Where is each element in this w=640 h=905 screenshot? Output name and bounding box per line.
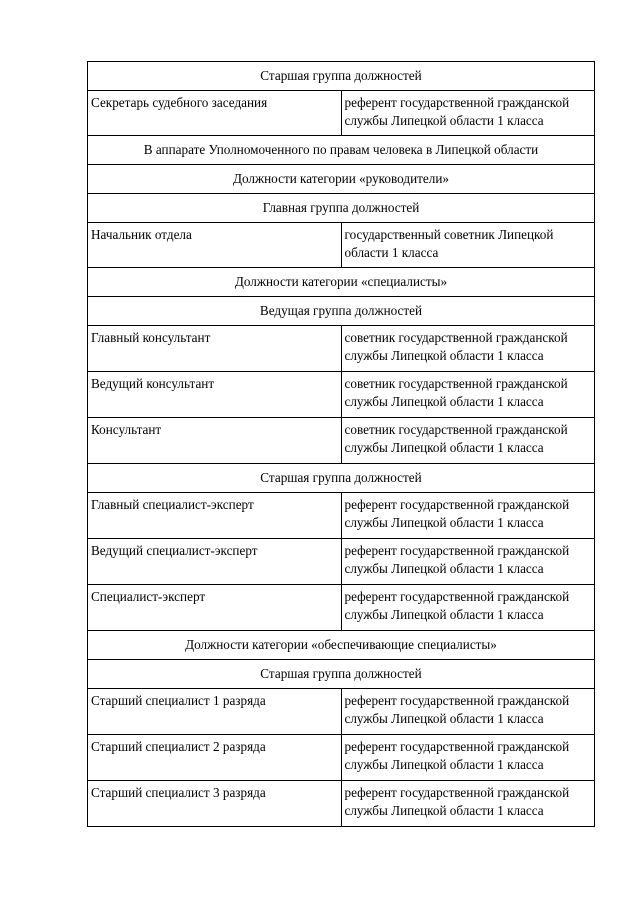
section-header: В аппарате Уполномоченного по правам человека в Липецкой области — [88, 136, 595, 165]
rank-cell: государственный советник Липецкой области 1 класса — [341, 223, 595, 268]
section-header: Должности категории «руководители» — [88, 165, 595, 194]
table-row — [88, 539, 595, 585]
position-cell: Главный консультант — [88, 326, 342, 372]
section-header: Старшая группа должностей — [88, 62, 595, 91]
rank-cell: референт государственной гражданской службы Липецкой области 1 класса — [341, 781, 595, 827]
rank-cell: референт государственной гражданской службы Липецкой области 1 класса — [341, 539, 595, 585]
section-header-row — [88, 660, 595, 689]
section-header-row — [88, 194, 595, 223]
rank-cell: референт государственной гражданской службы Липецкой области 1 класса — [341, 91, 595, 136]
table-row — [88, 585, 595, 631]
position-cell: Специалист-эксперт — [88, 585, 342, 631]
position-cell: Ведущий консультант — [88, 372, 342, 418]
section-header: Должности категории «обеспечивающие специалисты» — [88, 631, 595, 660]
rank-cell: советник государственной гражданской службы Липецкой области 1 класса — [341, 326, 595, 372]
table-row — [88, 418, 595, 464]
rank-cell: референт государственной гражданской службы Липецкой области 1 класса — [341, 585, 595, 631]
section-header: Старшая группа должностей — [88, 660, 595, 689]
section-header: Старшая группа должностей — [88, 464, 595, 493]
table-row — [88, 689, 595, 735]
rank-cell: референт государственной гражданской службы Липецкой области 1 класса — [341, 493, 595, 539]
position-cell: Старший специалист 3 разряда — [88, 781, 342, 827]
section-header-row — [88, 136, 595, 165]
rank-cell: советник государственной гражданской службы Липецкой области 1 класса — [341, 418, 595, 464]
table-row — [88, 326, 595, 372]
position-cell: Начальник отдела — [88, 223, 342, 268]
table-row — [88, 781, 595, 827]
section-header: Главная группа должностей — [88, 194, 595, 223]
rank-cell: референт государственной гражданской службы Липецкой области 1 класса — [341, 689, 595, 735]
position-cell: Главный специалист-эксперт — [88, 493, 342, 539]
section-header-row — [88, 464, 595, 493]
section-header-row — [88, 631, 595, 660]
position-cell: Старший специалист 1 разряда — [88, 689, 342, 735]
section-header-row — [88, 297, 595, 326]
table-row — [88, 735, 595, 781]
position-cell: Ведущий специалист-эксперт — [88, 539, 342, 585]
table-row — [88, 91, 595, 136]
table-row — [88, 493, 595, 539]
section-header-row — [88, 268, 595, 297]
rank-cell: референт государственной гражданской службы Липецкой области 1 класса — [341, 735, 595, 781]
table-row — [88, 372, 595, 418]
table-row — [88, 223, 595, 268]
section-header-row — [88, 165, 595, 194]
position-cell: Консультант — [88, 418, 342, 464]
section-header-row — [88, 62, 595, 91]
rank-cell: советник государственной гражданской службы Липецкой области 1 класса — [341, 372, 595, 418]
position-cell: Секретарь судебного заседания — [88, 91, 342, 136]
section-header: Должности категории «специалисты» — [88, 268, 595, 297]
document-page — [87, 61, 595, 827]
section-header: Ведущая группа должностей — [88, 297, 595, 326]
positions-table — [87, 61, 595, 827]
position-cell: Старший специалист 2 разряда — [88, 735, 342, 781]
